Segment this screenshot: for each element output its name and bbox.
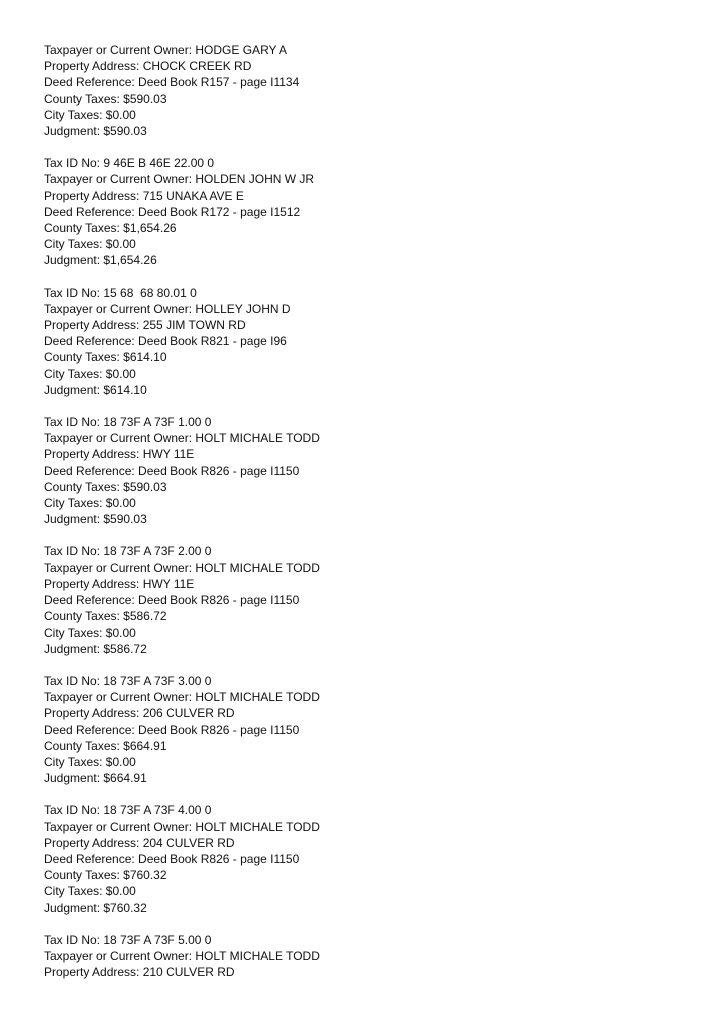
property-address-line: Property Address: 210 CULVER RD [44,965,235,980]
property-address-line: Property Address: 255 JIM TOWN RD [44,318,246,333]
deed-reference-line: Deed Reference: Deed Book R157 - page I1134 [44,75,300,90]
tax-id-line: Tax ID No: 18 73F A 73F 4.00 0 [44,803,212,818]
judgment-line: Judgment: $590.03 [44,124,147,139]
judgment-line: Judgment: $590.03 [44,512,147,527]
property-address-line: Property Address: 204 CULVER RD [44,835,235,850]
deed-reference-line: Deed Reference: Deed Book R821 - page I96 [44,334,287,349]
tax-record [44,673,684,786]
tax-id-line: Tax ID No: 9 46E B 46E 22.00 0 [44,156,215,171]
county-taxes-line: County Taxes: $590.03 [44,91,167,106]
city-taxes-line: City Taxes: $0.00 [44,754,136,769]
tax-record [44,802,684,915]
deed-reference-line: Deed Reference: Deed Book R826 - page I1150 [44,463,300,478]
deed-reference-line: Deed Reference: Deed Book R826 - page I1150 [44,593,300,608]
tax-record [44,414,684,527]
property-address-line: Property Address: HWY 11E [44,447,195,462]
county-taxes-line: County Taxes: $590.03 [44,479,167,494]
city-taxes-line: City Taxes: $0.00 [44,625,136,640]
city-taxes-line: City Taxes: $0.00 [44,237,136,252]
owner-line: Taxpayer or Current Owner: HOLT MICHALE TODD [44,948,320,963]
owner-line: Taxpayer or Current Owner: HODGE GARY A [44,43,287,57]
judgment-line: Judgment: $1,654.26 [44,253,157,268]
document-page [44,42,684,996]
tax-id-line: Tax ID No: 18 73F A 73F 3.00 0 [44,673,212,688]
county-taxes-line: County Taxes: $1,654.26 [44,221,177,236]
county-taxes-line: County Taxes: $586.72 [44,609,167,624]
county-taxes-line: County Taxes: $614.10 [44,350,167,365]
city-taxes-line: City Taxes: $0.00 [44,366,136,381]
owner-line: Taxpayer or Current Owner: HOLDEN JOHN W JR [44,172,315,187]
judgment-line: Judgment: $664.91 [44,771,147,786]
owner-line: Taxpayer or Current Owner: HOLLEY JOHN D [44,301,291,316]
tax-id-line: Tax ID No: 18 73F A 73F 5.00 0 [44,932,212,947]
tax-id-line: Tax ID No: 18 73F A 73F 2.00 0 [44,544,212,559]
city-taxes-line: City Taxes: $0.00 [44,884,136,899]
property-address-line: Property Address: CHOCK CREEK RD [44,59,252,74]
property-address-line: Property Address: HWY 11E [44,576,195,591]
deed-reference-line: Deed Reference: Deed Book R826 - page I1150 [44,722,300,737]
deed-reference-line: Deed Reference: Deed Book R826 - page I1150 [44,851,300,866]
tax-record [44,932,684,981]
judgment-line: Judgment: $760.32 [44,900,147,915]
tax-record [44,155,684,268]
city-taxes-line: City Taxes: $0.00 [44,107,136,122]
judgment-line: Judgment: $586.72 [44,641,147,656]
judgment-line: Judgment: $614.10 [44,382,147,397]
property-address-line: Property Address: 715 UNAKA AVE E [44,188,244,203]
county-taxes-line: County Taxes: $664.91 [44,738,167,753]
tax-record [44,285,684,398]
owner-line: Taxpayer or Current Owner: HOLT MICHALE TODD [44,431,320,446]
tax-record [44,42,684,139]
property-address-line: Property Address: 206 CULVER RD [44,706,235,721]
tax-record [44,543,684,656]
county-taxes-line: County Taxes: $760.32 [44,868,167,883]
city-taxes-line: City Taxes: $0.00 [44,496,136,511]
deed-reference-line: Deed Reference: Deed Book R172 - page I1512 [44,204,301,219]
tax-id-line: Tax ID No: 18 73F A 73F 1.00 0 [44,415,212,430]
owner-line: Taxpayer or Current Owner: HOLT MICHALE TODD [44,819,320,834]
owner-line: Taxpayer or Current Owner: HOLT MICHALE TODD [44,560,320,575]
tax-id-line: Tax ID No: 15 68 68 80.01 0 [44,285,197,300]
owner-line: Taxpayer or Current Owner: HOLT MICHALE TODD [44,690,320,705]
